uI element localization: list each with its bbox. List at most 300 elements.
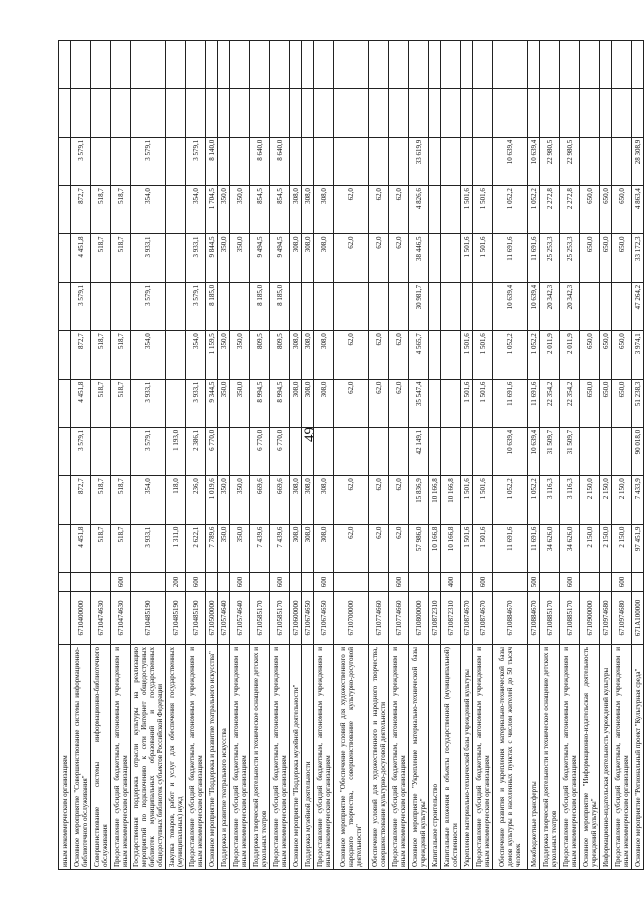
- row-value-cell: 2 150,0: [580, 476, 600, 524]
- row-value-cell: 97 451,9: [632, 524, 644, 572]
- row-value-cell: [290, 41, 302, 89]
- row-value-cell: 650,0: [600, 331, 612, 379]
- row-value-cell: 11 691,6: [528, 524, 540, 572]
- row-value-cell: 62,0: [389, 379, 409, 427]
- row-value-cell: 7 439,6: [270, 524, 290, 572]
- table-row: [334, 41, 369, 870]
- row-value-cell: 350,0: [230, 234, 250, 282]
- row-value-cell: 308,0: [290, 476, 302, 524]
- row-expense-type-cell: [91, 573, 111, 592]
- row-value-cell: [314, 282, 334, 330]
- row-value-cell: 650,0: [612, 331, 632, 379]
- row-value-cell: 350,0: [218, 331, 230, 379]
- row-value-cell: 350,0: [230, 331, 250, 379]
- row-code-cell: 6710474630: [111, 592, 131, 645]
- row-name-cell: Предоставление субсидий бюджетным, автономным учреждениям и иным некоммерческим организациям: [612, 645, 632, 870]
- row-value-cell: 11 691,6: [493, 234, 528, 282]
- row-value-cell: 350,0: [218, 186, 230, 234]
- row-value-cell: [473, 282, 493, 330]
- row-value-cell: [218, 282, 230, 330]
- row-value-cell: [369, 427, 389, 475]
- row-value-cell: 10 166,8: [429, 476, 441, 524]
- row-value-cell: [59, 186, 71, 234]
- row-value-cell: [131, 41, 166, 89]
- row-expense-type-cell: [461, 573, 473, 592]
- row-value-cell: 308,0: [290, 331, 302, 379]
- row-value-cell: [250, 41, 270, 89]
- row-expense-type-cell: [59, 573, 71, 592]
- row-code-cell: 6710974680: [600, 592, 612, 645]
- row-value-cell: 3 933,1: [186, 379, 206, 427]
- row-value-cell: 62,0: [369, 234, 389, 282]
- row-value-cell: 22 980,5: [540, 137, 560, 185]
- row-value-cell: [314, 427, 334, 475]
- row-name-cell: Предоставление субсидий бюджетным, автономным учреждениям и иным некоммерческим организациям: [314, 645, 334, 870]
- row-value-cell: [59, 137, 71, 185]
- row-value-cell: 3 116,3: [540, 476, 560, 524]
- row-value-cell: [166, 234, 186, 282]
- table-row: [250, 41, 270, 870]
- table-row: [218, 41, 230, 870]
- row-value-cell: 2 622,1: [186, 524, 206, 572]
- row-value-cell: 650,0: [580, 331, 600, 379]
- row-name-cell: Поддержка и развитие театрального искусства: [218, 645, 230, 870]
- row-value-cell: [250, 89, 270, 137]
- row-value-cell: [302, 41, 314, 89]
- row-value-cell: [91, 137, 111, 185]
- row-value-cell: [71, 89, 91, 137]
- row-value-cell: 1 052,2: [528, 476, 540, 524]
- row-name-cell: иным некоммерческим организациям: [59, 645, 71, 870]
- row-value-cell: 308,0: [290, 186, 302, 234]
- row-code-cell: 6710874670: [461, 592, 473, 645]
- row-value-cell: 31 509,7: [560, 427, 580, 475]
- row-value-cell: 57 986,0: [409, 524, 429, 572]
- table-row: [389, 41, 409, 870]
- row-expense-type-cell: 600: [186, 573, 206, 592]
- row-value-cell: [111, 41, 131, 89]
- row-value-cell: [473, 427, 493, 475]
- row-code-cell: 6710885170: [540, 592, 560, 645]
- row-value-cell: 1 052,2: [528, 331, 540, 379]
- row-value-cell: 11 691,6: [493, 524, 528, 572]
- row-value-cell: 650,0: [600, 234, 612, 282]
- table-row: [369, 41, 389, 870]
- row-value-cell: [429, 427, 441, 475]
- row-name-cell: Предоставление субсидий бюджетным, автономным учреждениям и иным некоммерческим организациям: [389, 645, 409, 870]
- row-value-cell: 10 166,8: [441, 476, 461, 524]
- row-value-cell: 308,0: [302, 524, 314, 572]
- row-value-cell: 650,0: [612, 379, 632, 427]
- row-value-cell: [429, 234, 441, 282]
- row-code-cell: [59, 592, 71, 645]
- row-value-cell: 650,0: [580, 234, 600, 282]
- row-value-cell: 1 501,6: [473, 524, 493, 572]
- row-value-cell: [369, 89, 389, 137]
- row-expense-type-cell: [369, 573, 389, 592]
- row-value-cell: 2 150,0: [600, 476, 612, 524]
- row-value-cell: [91, 89, 111, 137]
- row-value-cell: 22 980,5: [560, 137, 580, 185]
- row-expense-type-cell: [334, 573, 369, 592]
- row-value-cell: [612, 427, 632, 475]
- row-value-cell: [334, 41, 369, 89]
- row-value-cell: 2 150,0: [612, 524, 632, 572]
- row-value-cell: 62,0: [334, 186, 369, 234]
- row-value-cell: [580, 282, 600, 330]
- table-row: [473, 41, 493, 870]
- row-name-cell: Закупка товаров, работ и услуг для обеспечения государственных (муниципальных) нужд: [166, 645, 186, 870]
- row-value-cell: 350,0: [218, 379, 230, 427]
- row-value-cell: 10 639,4: [493, 427, 528, 475]
- row-value-cell: 2 150,0: [580, 524, 600, 572]
- row-value-cell: [71, 41, 91, 89]
- row-value-cell: [461, 282, 473, 330]
- table-row: [302, 41, 314, 870]
- row-value-cell: 2 011,9: [540, 331, 560, 379]
- row-value-cell: 3 579,1: [186, 137, 206, 185]
- row-value-cell: 1 501,6: [461, 234, 473, 282]
- row-name-cell: Предоставление субсидий бюджетным, автономным учреждениям и иным некоммерческим организациям: [560, 645, 580, 870]
- table-row: [560, 41, 580, 870]
- row-value-cell: 308,0: [314, 476, 334, 524]
- row-value-cell: [270, 41, 290, 89]
- row-code-cell: 6710885170: [560, 592, 580, 645]
- row-expense-type-cell: [206, 573, 218, 592]
- row-value-cell: 3 933,1: [131, 524, 166, 572]
- row-expense-type-cell: [600, 573, 612, 592]
- table-row: [429, 41, 441, 870]
- row-value-cell: [218, 41, 230, 89]
- row-value-cell: 1 501,6: [473, 476, 493, 524]
- row-value-cell: [111, 282, 131, 330]
- table-row: [493, 41, 528, 870]
- row-value-cell: 1 193,0: [166, 427, 186, 475]
- row-name-cell: Обеспечение условий для художественного и народного творчества, совершенствование культурно-досуговой деятельности: [369, 645, 389, 870]
- row-value-cell: [473, 89, 493, 137]
- row-value-cell: 10 639,4: [493, 282, 528, 330]
- row-code-cell: 6710974680: [612, 592, 632, 645]
- row-code-cell: 6710884670: [493, 592, 528, 645]
- row-value-cell: 308,0: [314, 186, 334, 234]
- row-value-cell: [441, 331, 461, 379]
- row-name-cell: Совершенствование системы информационно-библиотечного обслуживания: [91, 645, 111, 870]
- row-value-cell: [166, 331, 186, 379]
- row-value-cell: 3 579,1: [186, 282, 206, 330]
- row-value-cell: 308,0: [302, 476, 314, 524]
- row-value-cell: 1 052,2: [493, 476, 528, 524]
- row-value-cell: 51 238,3: [632, 379, 644, 427]
- row-value-cell: 38 446,5: [409, 234, 429, 282]
- row-value-cell: [580, 41, 600, 89]
- row-value-cell: 4 826,6: [409, 186, 429, 234]
- row-value-cell: 34 626,0: [560, 524, 580, 572]
- row-value-cell: 518,7: [91, 234, 111, 282]
- row-code-cell: 671A100000: [632, 592, 644, 645]
- row-name-cell: Обеспечение развития и укрепления материально-технической базы домов культуры в населенных пунктах с числом жителей до 50 тысяч человек: [493, 645, 528, 870]
- row-value-cell: 2 150,0: [600, 524, 612, 572]
- row-expense-type-cell: [218, 573, 230, 592]
- row-value-cell: 10 639,4: [493, 137, 528, 185]
- row-value-cell: [600, 427, 612, 475]
- row-value-cell: [111, 89, 131, 137]
- row-value-cell: 1 501,6: [461, 331, 473, 379]
- row-value-cell: 90 018,0: [632, 427, 644, 475]
- row-value-cell: 872,7: [71, 331, 91, 379]
- row-value-cell: [409, 89, 429, 137]
- row-name-cell: Предоставление субсидий бюджетным, автономным учреждениям и иным некоммерческим организациям: [186, 645, 206, 870]
- row-value-cell: [334, 282, 369, 330]
- row-value-cell: 6 770,0: [250, 427, 270, 475]
- row-value-cell: [230, 41, 250, 89]
- row-expense-type-cell: [429, 573, 441, 592]
- row-value-cell: [59, 379, 71, 427]
- row-value-cell: [580, 427, 600, 475]
- row-value-cell: [600, 282, 612, 330]
- row-value-cell: 8 640,0: [270, 137, 290, 185]
- row-code-cell: 6710874670: [473, 592, 493, 645]
- row-value-cell: 308,0: [302, 186, 314, 234]
- row-value-cell: 3 579,1: [131, 137, 166, 185]
- row-value-cell: 10 639,4: [528, 137, 540, 185]
- row-value-cell: 3 579,1: [131, 282, 166, 330]
- row-value-cell: 34 626,0: [540, 524, 560, 572]
- row-value-cell: [290, 89, 302, 137]
- row-value-cell: [59, 41, 71, 89]
- table-row: [111, 41, 131, 870]
- row-code-cell: 6710872310: [441, 592, 461, 645]
- row-value-cell: 2 272,8: [560, 186, 580, 234]
- row-value-cell: 4 863,4: [632, 186, 644, 234]
- row-value-cell: 854,5: [250, 186, 270, 234]
- row-value-cell: 8 185,0: [270, 282, 290, 330]
- row-value-cell: 62,0: [369, 186, 389, 234]
- row-value-cell: 8 140,0: [206, 137, 218, 185]
- row-value-cell: 308,0: [302, 234, 314, 282]
- row-value-cell: [166, 89, 186, 137]
- row-value-cell: [314, 41, 334, 89]
- row-value-cell: 518,7: [111, 331, 131, 379]
- row-value-cell: [230, 89, 250, 137]
- table-row: [528, 41, 540, 870]
- row-value-cell: 650,0: [600, 186, 612, 234]
- table-row: [409, 41, 429, 870]
- row-value-cell: 1 501,6: [461, 186, 473, 234]
- row-value-cell: [369, 41, 389, 89]
- row-value-cell: 350,0: [218, 524, 230, 572]
- row-name-cell: Межбюджетные трансферты: [528, 645, 540, 870]
- row-value-cell: [632, 41, 644, 89]
- row-value-cell: 10 166,8: [441, 524, 461, 572]
- row-value-cell: 20 342,3: [560, 282, 580, 330]
- row-value-cell: [166, 137, 186, 185]
- row-name-cell: Поддержка творческой деятельности и техническое оснащение детских и кукольных театров: [540, 645, 560, 870]
- row-value-cell: [206, 41, 218, 89]
- row-value-cell: [59, 524, 71, 572]
- row-name-cell: Капитальное строительство: [429, 645, 441, 870]
- row-value-cell: 7 433,9: [632, 476, 644, 524]
- row-value-cell: 1 501,6: [473, 331, 493, 379]
- row-value-cell: [389, 137, 409, 185]
- row-value-cell: [540, 41, 560, 89]
- row-name-cell: Предоставление субсидий бюджетным, автономным учреждениям и иным некоммерческим организациям: [270, 645, 290, 870]
- row-value-cell: 62,0: [334, 331, 369, 379]
- row-value-cell: [473, 41, 493, 89]
- row-value-cell: 1 704,5: [206, 186, 218, 234]
- row-code-cell: 6710900000: [580, 592, 600, 645]
- row-value-cell: 20 342,3: [540, 282, 560, 330]
- row-value-cell: [389, 89, 409, 137]
- row-value-cell: [302, 427, 314, 475]
- row-code-cell: 6710700000: [334, 592, 369, 645]
- row-value-cell: 35 547,4: [409, 379, 429, 427]
- row-value-cell: [369, 137, 389, 185]
- row-expense-type-cell: 600: [473, 573, 493, 592]
- budget-table: [58, 40, 644, 870]
- row-value-cell: [429, 41, 441, 89]
- row-value-cell: [334, 89, 369, 137]
- row-expense-type-cell: [493, 573, 528, 592]
- row-value-cell: [166, 41, 186, 89]
- row-code-cell: 6710674650: [314, 592, 334, 645]
- row-value-cell: [166, 379, 186, 427]
- row-value-cell: 518,7: [91, 331, 111, 379]
- row-value-cell: 62,0: [369, 524, 389, 572]
- row-value-cell: 62,0: [369, 331, 389, 379]
- row-value-cell: [580, 137, 600, 185]
- row-code-cell: 6710674650: [302, 592, 314, 645]
- row-value-cell: 28 308,9: [632, 137, 644, 185]
- row-value-cell: 872,7: [71, 476, 91, 524]
- row-value-cell: [612, 137, 632, 185]
- row-value-cell: 3 933,1: [186, 234, 206, 282]
- row-value-cell: 31 509,7: [540, 427, 560, 475]
- row-expense-type-cell: 600: [230, 573, 250, 592]
- row-value-cell: [600, 137, 612, 185]
- row-value-cell: 518,7: [91, 476, 111, 524]
- row-value-cell: 62,0: [389, 234, 409, 282]
- row-value-cell: [441, 427, 461, 475]
- row-value-cell: [632, 89, 644, 137]
- row-value-cell: [389, 41, 409, 89]
- row-value-cell: 11 691,6: [493, 379, 528, 427]
- row-value-cell: [540, 89, 560, 137]
- row-expense-type-cell: 600: [314, 573, 334, 592]
- row-value-cell: 650,0: [612, 234, 632, 282]
- row-value-cell: [441, 379, 461, 427]
- row-value-cell: [441, 137, 461, 185]
- row-value-cell: 1 052,2: [493, 331, 528, 379]
- row-value-cell: [91, 41, 111, 89]
- row-value-cell: [493, 41, 528, 89]
- row-name-cell: Предоставление субсидий бюджетным, автономным учреждениям и иным некоммерческим организациям: [473, 645, 493, 870]
- row-name-cell: Основное мероприятие "Региональный проект "Культурная среда": [632, 645, 644, 870]
- row-code-cell: 6710485190: [166, 592, 186, 645]
- row-value-cell: 47 264,2: [632, 282, 644, 330]
- row-value-cell: 10 639,4: [528, 282, 540, 330]
- row-value-cell: 3 579,1: [71, 137, 91, 185]
- row-value-cell: [290, 282, 302, 330]
- row-expense-type-cell: [409, 573, 429, 592]
- row-name-cell: Предоставление субсидий бюджетным, автономным учреждениям и иным некоммерческим организациям: [230, 645, 250, 870]
- row-value-cell: [612, 89, 632, 137]
- row-name-cell: Основное мероприятие "Совершенствование системы информационно-библиотечного обслуживания": [71, 645, 91, 870]
- row-value-cell: 2 272,8: [540, 186, 560, 234]
- row-value-cell: 650,0: [612, 186, 632, 234]
- row-value-cell: 1 501,6: [473, 234, 493, 282]
- row-value-cell: 62,0: [369, 379, 389, 427]
- row-value-cell: [59, 331, 71, 379]
- table-row: [540, 41, 560, 870]
- row-expense-type-cell: [131, 573, 166, 592]
- row-value-cell: [59, 89, 71, 137]
- row-code-cell: 6710400000: [71, 592, 91, 645]
- row-value-cell: 33 172,3: [632, 234, 644, 282]
- budget-table-body: [59, 41, 644, 870]
- row-value-cell: 1 501,6: [461, 379, 473, 427]
- row-value-cell: [560, 89, 580, 137]
- row-code-cell: 6710800000: [409, 592, 429, 645]
- row-expense-type-cell: 200: [166, 573, 186, 592]
- row-value-cell: 11 691,6: [528, 234, 540, 282]
- row-value-cell: [166, 282, 186, 330]
- row-value-cell: 350,0: [230, 524, 250, 572]
- row-value-cell: [302, 89, 314, 137]
- row-expense-type-cell: 400: [441, 573, 461, 592]
- row-value-cell: 308,0: [290, 524, 302, 572]
- row-value-cell: 8 994,5: [250, 379, 270, 427]
- row-value-cell: 62,0: [334, 234, 369, 282]
- row-value-cell: 809,5: [270, 331, 290, 379]
- row-expense-type-cell: 600: [560, 573, 580, 592]
- row-value-cell: 6 770,0: [270, 427, 290, 475]
- row-value-cell: 354,0: [186, 331, 206, 379]
- table-row: [166, 41, 186, 870]
- row-value-cell: 22 354,2: [540, 379, 560, 427]
- row-value-cell: 2 386,1: [186, 427, 206, 475]
- row-name-cell: Государственная поддержка отрасли культуры на реализацию мероприятий по подключению к сети Интернет общедоступных библиотек муниципальных образований и государственных общедоступных библиотек субъектов Российской Федерации: [131, 645, 166, 870]
- row-value-cell: 33 619,9: [409, 137, 429, 185]
- row-value-cell: [441, 186, 461, 234]
- row-value-cell: [600, 89, 612, 137]
- row-value-cell: [612, 41, 632, 89]
- row-value-cell: [389, 427, 409, 475]
- row-value-cell: 8 640,0: [250, 137, 270, 185]
- row-name-cell: Капитальные вложения в объекты государственной (муниципальной) собственности: [441, 645, 461, 870]
- row-value-cell: 6 770,0: [206, 427, 218, 475]
- row-value-cell: 518,7: [111, 524, 131, 572]
- row-value-cell: 3 579,1: [131, 427, 166, 475]
- row-value-cell: [612, 282, 632, 330]
- row-value-cell: 22 354,2: [560, 379, 580, 427]
- row-value-cell: 308,0: [290, 379, 302, 427]
- row-value-cell: [166, 186, 186, 234]
- row-value-cell: 2 011,9: [560, 331, 580, 379]
- row-value-cell: 518,7: [91, 186, 111, 234]
- row-value-cell: [91, 427, 111, 475]
- row-value-cell: [230, 427, 250, 475]
- row-expense-type-cell: 600: [270, 573, 290, 592]
- row-value-cell: 11 691,6: [528, 379, 540, 427]
- row-value-cell: [461, 137, 473, 185]
- row-value-cell: [230, 282, 250, 330]
- row-value-cell: 809,5: [250, 331, 270, 379]
- table-row: [206, 41, 218, 870]
- row-name-cell: Основное мероприятие "Информационно-издательская деятельность учреждений культуры": [580, 645, 600, 870]
- row-value-cell: 8 185,0: [250, 282, 270, 330]
- row-expense-type-cell: [302, 573, 314, 592]
- row-value-cell: 15 836,9: [409, 476, 429, 524]
